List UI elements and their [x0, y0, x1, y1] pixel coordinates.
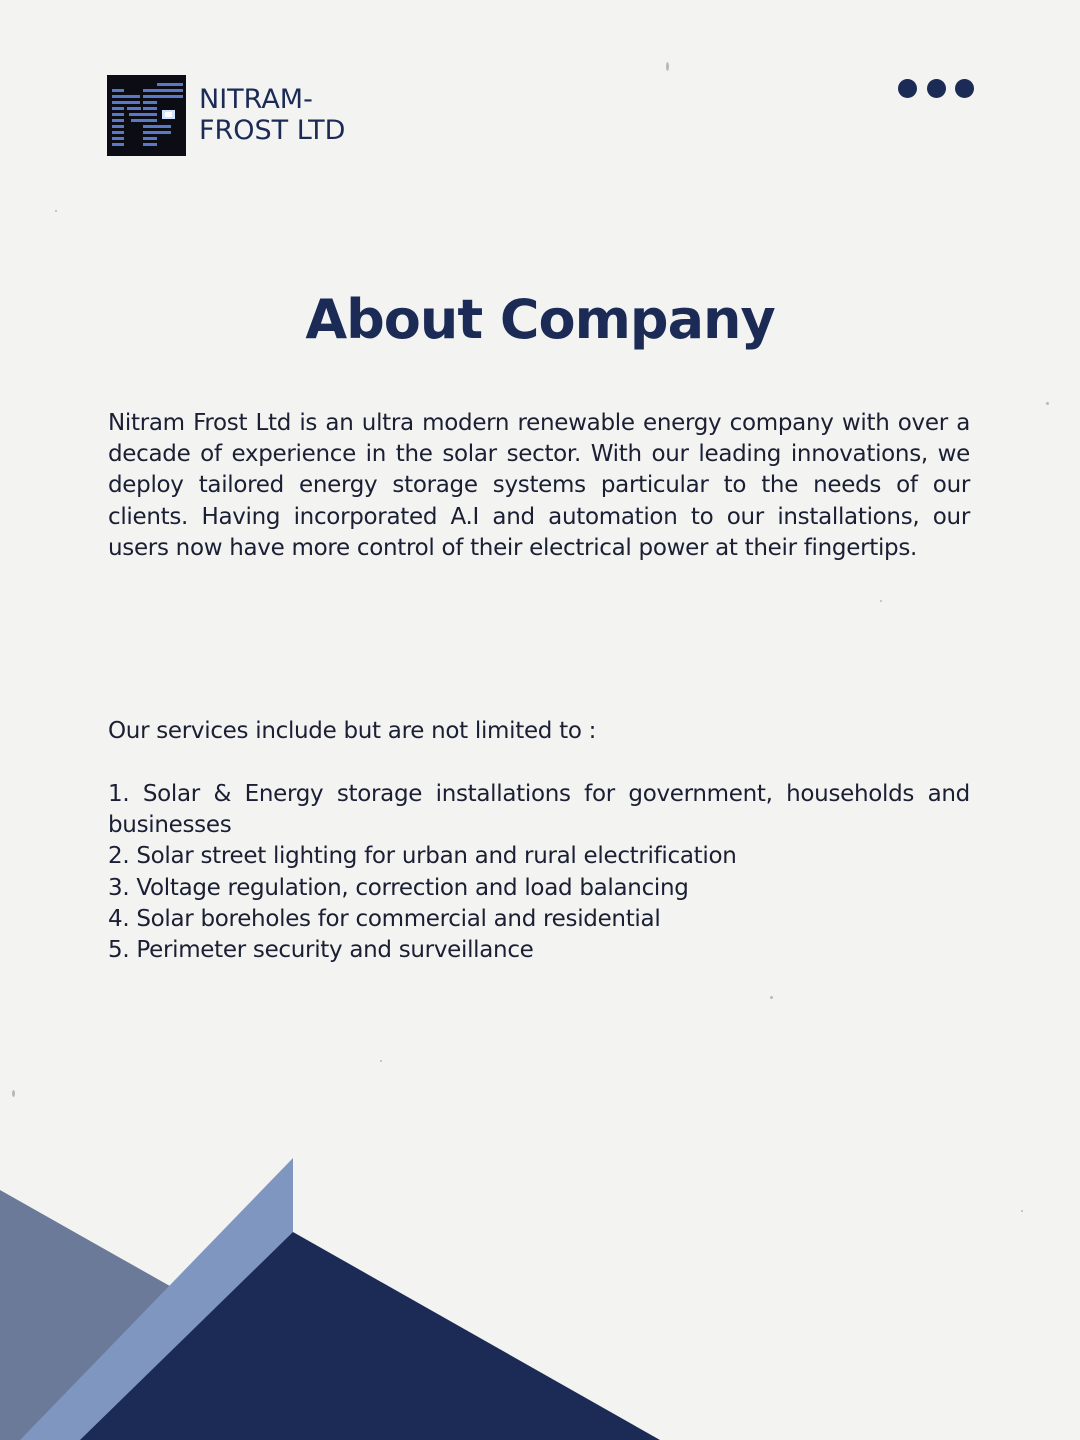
more-dots-icon[interactable] — [898, 77, 974, 99]
page-title: About Company — [305, 288, 775, 351]
paper-speck — [880, 600, 882, 602]
list-item: 4. Solar boreholes for commercial and residential — [108, 905, 661, 932]
paper-speck — [1046, 402, 1049, 405]
paper-speck — [12, 1090, 15, 1097]
paper-speck — [55, 210, 57, 212]
services-heading: Our services include but are not limited to : — [108, 718, 597, 744]
list-item: 1. Solar & Energy storage installations for government, households and businesses — [108, 781, 970, 839]
paper-speck — [770, 996, 773, 999]
decorative-triangles — [0, 1150, 1080, 1440]
list-item: 2. Solar street lighting for urban and rural electrification — [108, 843, 737, 870]
brand-name — [199, 84, 345, 146]
nf-monogram-logo — [107, 75, 186, 156]
menu-dot — [898, 79, 917, 98]
brand-line-1: NITRAM- — [199, 84, 313, 115]
menu-dot — [927, 79, 946, 98]
services-list — [108, 779, 970, 966]
intro-paragraph: Nitram Frost Ltd is an ultra modern renewable energy company with over a decade of experience in the solar sector. With our leading innovations, we deploy tailored energy storage systems particular to the needs of our clients. Having incorporated A.I and automation to our installations, our users now have more control of their electrical power at their fingertips. — [108, 410, 970, 561]
paper-speck — [666, 62, 669, 71]
list-item: 3. Voltage regulation, correction and load balancing — [108, 874, 689, 901]
brand-line-2: FROST LTD — [199, 115, 346, 146]
list-item: 5. Perimeter security and surveillance — [108, 937, 534, 964]
menu-dot — [955, 79, 974, 98]
paper-speck — [380, 1060, 382, 1062]
